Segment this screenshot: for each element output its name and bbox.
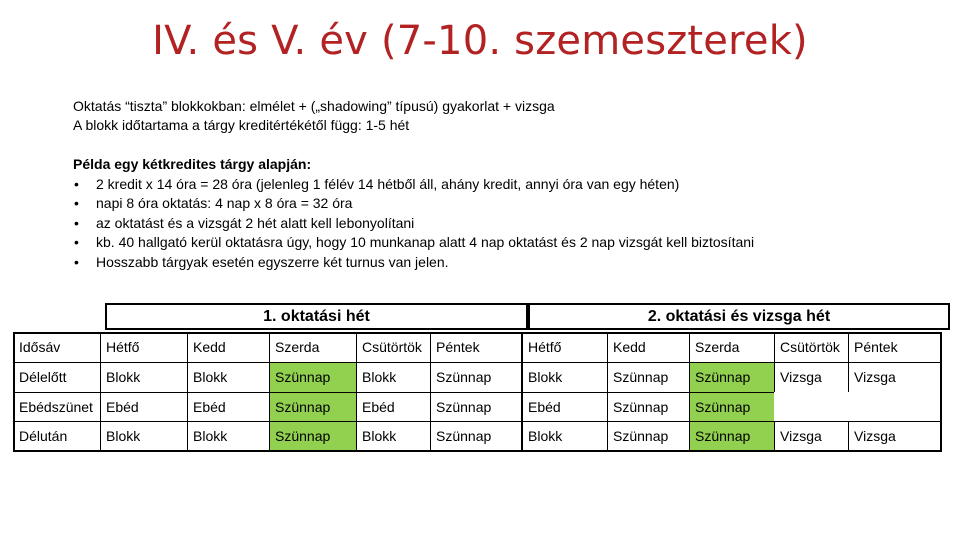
example-section <box>73 155 754 272</box>
week2-header: 2. oktatási és vizsga hét <box>528 303 950 330</box>
row-label-cell: Délután <box>13 421 101 452</box>
table-cell: Blokk <box>187 362 270 393</box>
bullet-icon: • <box>74 195 79 211</box>
table-cell: Szünnap <box>430 362 523 393</box>
table-cell: Vizsga <box>848 421 942 452</box>
bullet-text: Hosszabb tárgyak esetén egyszerre két turnus van jelen. <box>96 253 449 270</box>
table-cell: Szünnap <box>607 392 690 422</box>
table-cell: Blokk <box>187 421 270 452</box>
table-cell: Vizsga <box>848 362 942 393</box>
table-header-cell: Kedd <box>607 332 690 363</box>
table-header-cell: Szerda <box>689 332 775 363</box>
list-item <box>73 233 754 253</box>
week-separator <box>521 332 523 452</box>
row-label-cell: Ebédszünet <box>13 392 101 422</box>
example-bullet-list <box>73 175 754 273</box>
table-cell: Szünnap <box>689 421 775 452</box>
table-cell: Vizsga <box>774 421 849 452</box>
list-item <box>73 253 754 273</box>
page-title: IV. és V. év (7-10. szemeszterek) <box>152 18 808 64</box>
table-cell: Blokk <box>100 421 188 452</box>
bullet-icon: • <box>74 234 79 250</box>
table-cell: Szünnap <box>430 421 523 452</box>
intro-text <box>73 97 555 135</box>
table-cell: Blokk <box>522 362 608 393</box>
table-cell <box>774 392 849 422</box>
table-cell: Szünnap <box>430 392 523 422</box>
table-cell: Szünnap <box>607 421 690 452</box>
list-item <box>73 175 754 195</box>
table-header-cell: Péntek <box>848 332 942 363</box>
table-cell: Ebéd <box>522 392 608 422</box>
table-cell: Szünnap <box>269 421 357 452</box>
bullet-text: napi 8 óra oktatás: 4 nap x 8 óra = 32 óra <box>96 195 353 211</box>
table-header-cell: Csütörtök <box>356 332 431 363</box>
bullet-text: az oktatást és a vizsgát 2 hét alatt kell lebonyolítani <box>96 214 415 231</box>
table-cell: Szünnap <box>269 362 357 393</box>
intro-line: Oktatás “tiszta” blokkokban: elmélet + („shadowing” típusú) gyakorlat + vizsga <box>73 98 555 114</box>
row-label-cell: Délelőtt <box>13 362 101 393</box>
bullet-icon: • <box>74 214 79 231</box>
table-header-cell: Idősáv <box>13 332 101 363</box>
table-header-cell: Szerda <box>269 332 357 363</box>
table-cell: Szünnap <box>607 362 690 393</box>
bullet-text: kb. 40 hallgató kerül oktatásra úgy, hogy 10 munkanap alatt 4 nap oktatást és 2 nap vizsgát kell biztosítani <box>96 234 755 250</box>
list-item <box>73 194 754 214</box>
table-cell: Blokk <box>356 421 431 452</box>
week1-header: 1. oktatási hét <box>105 303 528 330</box>
bullet-text: 2 kredit x 14 óra = 28 óra (jelenleg 1 félév 14 hétből áll, ahány kredit, annyi óra van egy héten) <box>96 175 680 192</box>
table-cell: Szünnap <box>269 392 357 422</box>
table-header-cell: Csütörtök <box>774 332 849 363</box>
table-header-cell: Péntek <box>430 332 523 363</box>
table-cell: Blokk <box>100 362 188 393</box>
intro-line: A blokk időtartama a tárgy kreditértékétől függ: 1-5 hét <box>73 117 410 133</box>
table-header-cell: Hétfő <box>100 332 188 363</box>
table-cell: Blokk <box>356 362 431 393</box>
table-header-cell: Hétfő <box>522 332 608 363</box>
table-cell <box>848 392 942 422</box>
bullet-icon: • <box>74 175 79 192</box>
bullet-icon: • <box>74 253 79 270</box>
table-cell: Szünnap <box>689 362 775 393</box>
table-cell: Vizsga <box>774 362 849 393</box>
table-cell: Blokk <box>522 421 608 452</box>
table-cell: Ebéd <box>100 392 188 422</box>
list-item <box>73 214 754 234</box>
table-cell: Szünnap <box>689 392 775 422</box>
example-heading: Példa egy kétkredites tárgy alapján: <box>73 156 312 172</box>
table-header-cell: Kedd <box>187 332 270 363</box>
table-cell: Ebéd <box>187 392 270 422</box>
table-cell: Ebéd <box>356 392 431 422</box>
